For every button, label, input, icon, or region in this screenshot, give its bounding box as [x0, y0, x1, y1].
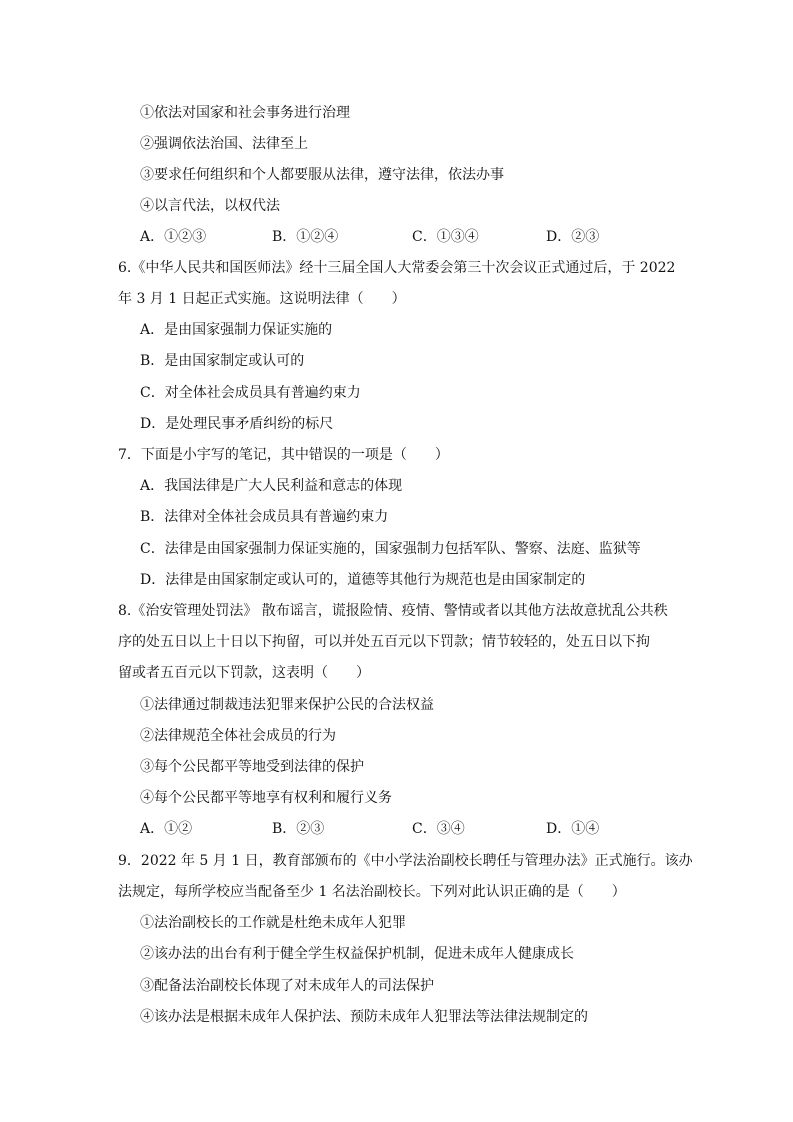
- q5-option-c[interactable]: C．①③④: [412, 229, 479, 245]
- q8-statement-1: ①法律通过制裁违法犯罪来保护公民的合法权益: [140, 697, 434, 713]
- q8-stem-line-3: 留或者五百元以下罚款，这表明（ ）: [118, 665, 370, 681]
- q6-stem-line-1: 6.《中华人民共和国医师法》经十三届全国人大常委会第三十次会议正式通过后，于 2022: [118, 260, 676, 276]
- q8-stem-line-1: 8.《治安管理处罚法》 散布谣言，谎报险情、疫情、警情或者以其他方法故意扰乱公共秩: [118, 603, 668, 619]
- q5-statement-1: ①依法对国家和社会事务进行治理: [140, 105, 350, 121]
- q9-stem-line-1: 9．2022 年 5 月 1 日，教育部颁布的《中小学法治副校长聘任与管理办法》正式施行。该办: [118, 853, 693, 869]
- q8-statement-3: ③每个公民都平等地受到法律的保护: [140, 759, 364, 775]
- q5-options: [140, 228, 660, 246]
- q8-option-d[interactable]: D．①④: [546, 821, 600, 837]
- q9-statement-4: ④该办法是根据未成年人保护法、预防未成年人犯罪法等法律法规制定的: [140, 1009, 588, 1025]
- q5-statement-4: ④以言代法，以权代法: [140, 198, 280, 214]
- q7-option-b[interactable]: B．法律对全体社会成员具有普遍约束力: [140, 509, 389, 525]
- q8-statement-2: ②法律规范全体社会成员的行为: [140, 728, 336, 744]
- q8-stem-line-2: 序的处五日以上十日以下拘留，可以并处五百元以下罚款；情节较轻的，处五日以下拘: [118, 634, 650, 650]
- q9-stem-line-2: 法规定，每所学校应当配备至少 1 名法治副校长。下列对此认识正确的是（ ）: [118, 884, 626, 900]
- q7-stem-line-1: 7．下面是小宇写的笔记，其中错误的一项是（ ）: [118, 447, 449, 463]
- q9-statement-2: ②该办法的出台有利于健全学生权益保护机制，促进未成年人健康成长: [140, 946, 574, 962]
- q7-option-a[interactable]: A．我国法律是广大人民利益和意志的体现: [140, 478, 403, 494]
- q6-option-c[interactable]: C．对全体社会成员具有普遍约束力: [140, 385, 361, 401]
- q6-option-a[interactable]: A．是由国家强制力保证实施的: [140, 322, 333, 338]
- q5-statement-2: ②强调依法治国、法律至上: [140, 136, 308, 152]
- q6-option-b[interactable]: B．是由国家制定或认可的: [140, 353, 305, 369]
- q7-option-d[interactable]: D．法律是由国家制定或认可的，道德等其他行为规范也是由国家制定的: [140, 572, 586, 588]
- q5-statement-3: ③要求任何组织和个人都要服从法律，遵守法律，依法办事: [140, 167, 504, 183]
- q5-option-a[interactable]: A．①②③: [140, 229, 207, 245]
- q5-option-b[interactable]: B．①②④: [272, 229, 339, 245]
- q8-option-a[interactable]: A．①②: [140, 821, 193, 837]
- q8-option-c[interactable]: C．③④: [412, 821, 465, 837]
- q5-option-d[interactable]: D．②③: [546, 229, 600, 245]
- q7-option-c[interactable]: C．法律是由国家强制力保证实施的，国家强制力包括军队、警察、法庭、监狱等: [140, 541, 641, 557]
- q9-statement-1: ①法治副校长的工作就是杜绝未成年人犯罪: [140, 915, 406, 931]
- q6-option-d[interactable]: D．是处理民事矛盾纠纷的标尺: [140, 416, 334, 432]
- q8-options: [140, 820, 660, 838]
- q8-option-b[interactable]: B．②③: [272, 821, 325, 837]
- q9-statement-3: ③配备法治副校长体现了对未成年人的司法保护: [140, 978, 434, 994]
- q8-statement-4: ④每个公民都平等地享有权利和履行义务: [140, 790, 392, 806]
- q6-stem-line-2: 年 3 月 1 日起正式实施。这说明法律（ ）: [118, 291, 406, 307]
